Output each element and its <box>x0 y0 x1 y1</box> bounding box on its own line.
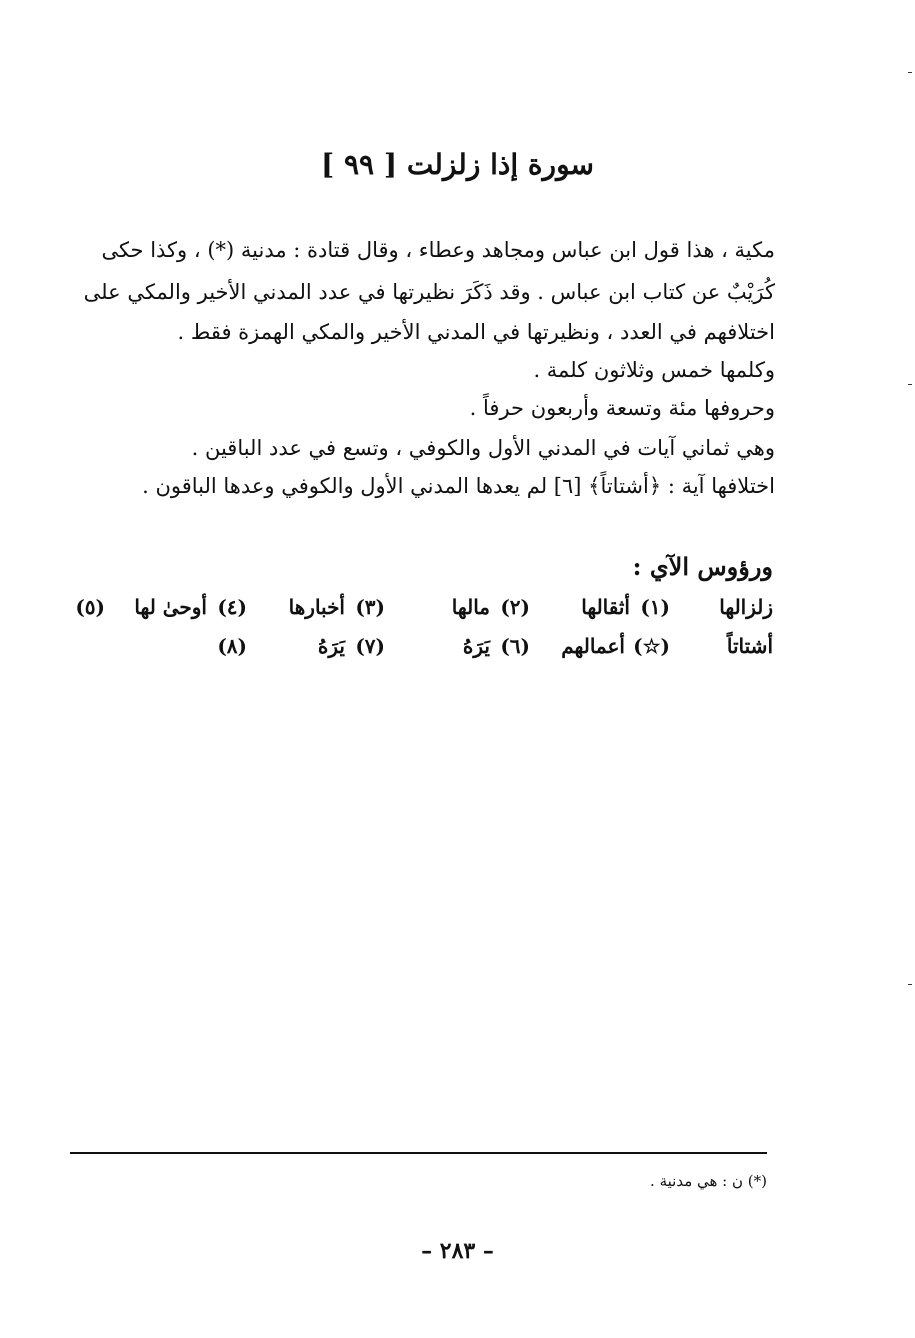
verse-end-number: (٧) <box>355 634 385 658</box>
intro-line-3: اختلافهم في العدد ، ونظيرتها في المدني الأخير والمكي الهمزة فقط . <box>177 320 775 344</box>
intro-line-1: مكية ، هذا قول ابن عباس ومجاهد وعطاء ، وقال قتادة : مدنية (*) ، وكذا حكى <box>101 238 775 262</box>
page-number: – ٢٨٣ – <box>421 1238 494 1264</box>
verse-end-number: (٥) <box>75 595 105 619</box>
letter-count-line: وحروفها مئة وتسعة وأربعون حرفاً . <box>469 396 775 420</box>
footnote-divider <box>70 1152 767 1154</box>
scan-mark <box>908 72 912 73</box>
verse-end-word: أشتاتاً <box>726 634 773 658</box>
verse-end-number: (٣) <box>355 595 385 619</box>
verse-end-word: أثقالها <box>581 595 630 619</box>
verse-end-number: (١) <box>640 595 670 619</box>
verse-end-word: أخبارها <box>288 595 345 619</box>
verse-count-line: وهي ثماني آيات في المدني الأول والكوفي ، وتسع في عدد الباقين . <box>191 436 775 460</box>
verse-end-word: زلزالها <box>719 595 773 619</box>
verse-end-number: (٤) <box>217 595 247 619</box>
intro-line-2: كُرَيْبٌ عن كتاب ابن عباس . وقد ذَكَرَ نظيرتها في عدد المدني الأخير والمكي على <box>83 280 775 304</box>
difference-line: اختلافها آية : ﴿أشتاتاً﴾ [٦] لم يعدها المدني الأول والكوفي وعدها الباقون . <box>142 474 775 498</box>
footnote: (*) ن : هي مدنية . <box>650 1172 767 1190</box>
verse-end-number: (٨) <box>217 634 247 658</box>
verse-end-word: أوحىٰ لها <box>134 595 207 619</box>
verse-end-number: (٦) <box>500 634 530 658</box>
verse-end-number: (☆) <box>633 634 670 658</box>
verse-end-word: يَرَهُ <box>317 634 345 658</box>
verse-end-word: أعمالهم <box>561 634 625 658</box>
verse-end-word: يَرَهُ <box>462 634 490 658</box>
scan-mark <box>908 984 912 985</box>
verse-endings-heading: ورؤوس الآي : <box>632 552 773 581</box>
scan-mark <box>908 384 912 385</box>
word-count-line: وكلمها خمس وثلاثون كلمة . <box>533 358 775 382</box>
verse-end-word: مالها <box>451 595 490 619</box>
verse-end-number: (٢) <box>500 595 530 619</box>
surah-title: سورة إذا زلزلت [ ٩٩ ] <box>321 148 594 181</box>
